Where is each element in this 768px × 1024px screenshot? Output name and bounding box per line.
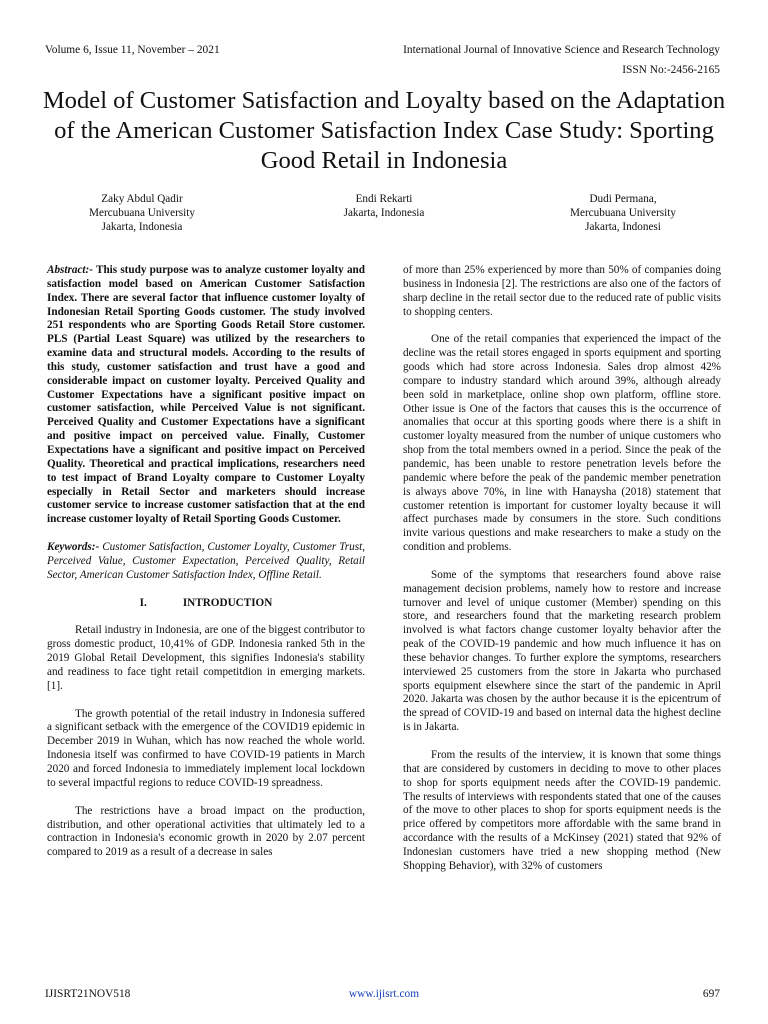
- abstract: [47, 264, 365, 527]
- paragraph: The growth potential of the retail industry in Indonesia suffered a significant setback with the emergence of the COVID19 epidemic in December 2019 in Wuhan, which has now reached the whole world. Indonesia itself was confirmed to have COVID-19 patients in March 2020 and forced Indonesia to immediately implement local lockdown to several impactful regions to reduce COVID-19 spreadness.: [47, 707, 365, 789]
- keywords: [47, 541, 365, 583]
- left-column: [47, 264, 365, 860]
- right-column: [403, 264, 721, 874]
- author-name: Endi Rekarti: [355, 193, 413, 205]
- volume-info: Volume 6, Issue 11, November – 2021: [45, 44, 220, 56]
- abstract-text: This study purpose was to analyze customer loyalty and satisfaction model based on American Customer Satisfaction Index. There are several factor that influence customer loyalty of Indonesian Retail Sporting Goods customer. The study involved 251 respondents who are Sporting Goods Retail Store customer. PLS (Partial Least Square) was utilized by the researchers to examine data and structural models. According to the results of this study, customer satisfaction and trust have a good and considerable impact on customer loyalty. Perceived Quality and Customer Expectations have a significant positive impact on customer satisfaction, while Perceived Value is not significant. Perceived Quality and Customer Expectations have a significant and positive impact on perceived value. Finally, Customer Expectations have a significant and positive impact on Perceived Quality. Theoretical and practical implications, researchers need to test impact of Brand Loyalty compare to Customer Loyalty especially in Retail Sector and marketers should increase customer service to increase customer satisfaction that at the end increase customer loyalty of Retail Sporting Goods Customer.: [47, 264, 365, 526]
- author-affiliation: Jakarta, Indonesia: [343, 207, 425, 219]
- paragraph: Retail industry in Indonesia, are one of the biggest contributor to gross domestic product, 10,41% of GDP. Indonesia ranked 5th in the 2019 Global Retail Development, this signifies Indonesia's stability and readiness to face tight retail competitdion in emerging markets. [1].: [47, 624, 365, 692]
- author-2: [284, 192, 484, 220]
- journal-url-link[interactable]: www.ijisrt.com: [348, 988, 420, 1000]
- issn: ISSN No:-2456-2165: [622, 64, 720, 76]
- keywords-label: Keywords:-: [47, 541, 100, 554]
- journal-name: International Journal of Innovative Science and Research Technology: [403, 44, 720, 56]
- author-1: [42, 192, 242, 234]
- paragraph: Some of the symptoms that researchers found above raise management decision problems, namely how to restore and increase turnover and level of unique customer (Member) spending on this store, and researchers found that the marketing research problem involved is what factors change customer loyalty behavior after the peak of the COVID-19 pandemic and how much influence it has on these behavior changes. To further explore the symptoms, researchers interviewed 25 customers from the store in Jakarta who purchased sports equipment elsewhere since the start of the pandemic in April 2020. Jakarta was chosen by the author because it is the epicentrum of the spread of COVID-19 and based on internal data the highest decline is in Jakarta.: [403, 568, 721, 734]
- author-location: Jakarta, Indonesia: [101, 221, 183, 233]
- abstract-label: Abstract:-: [47, 264, 93, 276]
- page-number: 697: [702, 988, 720, 1000]
- article-code: IJISRT21NOV518: [45, 988, 131, 1000]
- author-3: [523, 192, 723, 234]
- author-affiliation: Mercubuana University: [89, 207, 195, 219]
- section-number: I.: [139, 596, 147, 609]
- section-title: INTRODUCTION: [182, 596, 273, 609]
- section-heading: [47, 597, 365, 611]
- author-name: Zaky Abdul Qadir: [101, 193, 183, 205]
- paragraph: The restrictions have a broad impact on the production, distribution, and other operational activities that ultimately led to a contraction in Indonesia's economic growth in 2020 by 2.07 percent compared to 2019 as a result of a decrease in sales: [47, 804, 365, 859]
- author-affiliation: Mercubuana University: [570, 207, 676, 219]
- author-location: Jakarta, Indonesi: [585, 221, 661, 233]
- paragraph: From the results of the interview, it is known that some things that are considered by customers in deciding to move to other places to shop for sports equipment needs after the COVID-19 pandemic. The results of interviews with respondents stated that one of the causes of the move to other places to shop for sports equipment needs is the price offered by competitors more affordable with the same brand in accordance with the results of a McKinsey (2021) stated that 92% of Indonesian customers have tried a new shopping method (New Shopping Behavior), with 32% of customers: [403, 749, 721, 872]
- paragraph: One of the retail companies that experienced the impact of the decline was the retail stores engaged in sports equipment and sporting goods which had store across Indonesia. Sales drop almost 42% compare to industry standard which around 39%, although already been sold in marketplace, online shop own platform, offline store. Other issue is One of the factors that causes this is the occurrence of anomalies that occur at this sporting goods where there is a shift in customer loyalty measured from the number of unique customers who shop from the total members owned in a period. Since the peak of the pandemic, has been unable to restore penetration levels before the pandemic where before the peak of the pandemic member penetration is always above 70%, in line with Hanaysha (2018) statement that customer retention is important for customer loyalty because it will affect purchases made by consumers in the store. Such conditions invite various questions and make researchers to make a study on the condition and problems.: [403, 333, 721, 554]
- paragraph: of more than 25% experienced by more than 50% of companies doing business in Indonesia [2]. The restrictions are also one of the factors of sharp decline in the retail sector due to the reduced rate of public visits to shopping centers.: [403, 264, 721, 318]
- author-name: Dudi Permana,: [589, 193, 657, 205]
- keywords-text: Customer Satisfaction, Customer Loyalty, Customer Trust, Perceived Value, Customer Expectation, Perceived Quality, Retail Sector, American Customer Satisfaction Index, Offline Retail.: [47, 541, 365, 581]
- paper-title: Model of Customer Satisfaction and Loyalty based on the Adaptation of the American Customer Satisfaction Index Case Study: Sporting Good Retail in Indonesia: [42, 87, 726, 174]
